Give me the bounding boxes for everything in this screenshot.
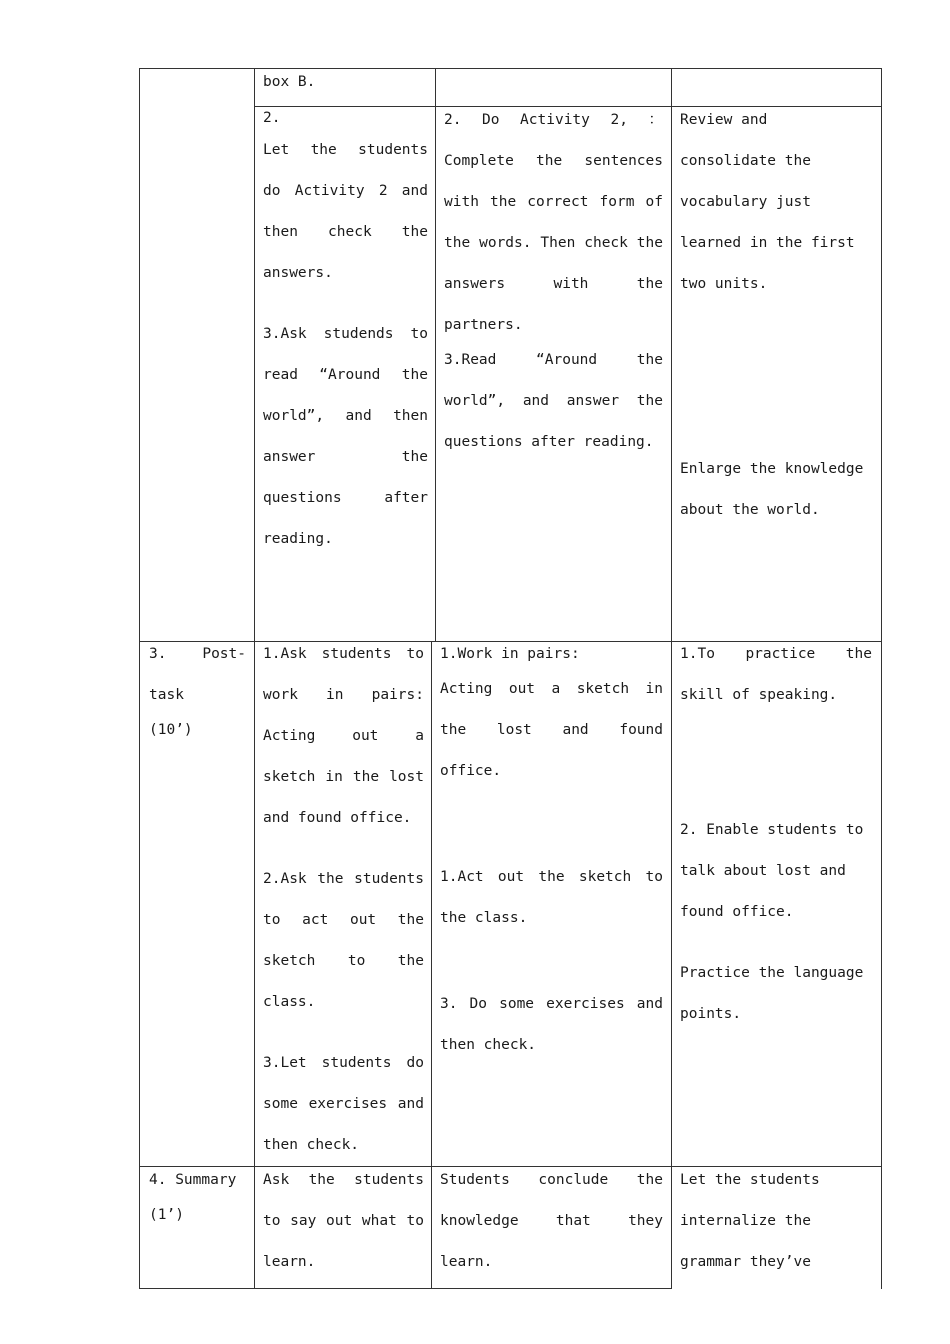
cell-cont-teacher [263,62,428,103]
purpose-speaking: 1.To practice the skill of speaking. [680,646,872,703]
teacher-step-1: 1.Ask students to work in pairs: Acting out a sketch in the lost and found office. [263,646,424,826]
cell-summary-procedure [149,1160,246,1236]
cell-act2-purpose [680,100,872,531]
students-step-2: 1.Act out the sketch to the class. [440,869,663,926]
procedure-time: (10’) [149,722,193,738]
teacher-step-2: Let the students do Activity 2 and then check the answers. [263,142,428,281]
teacher-summary: Ask the students to say out what to learn. [263,1172,424,1270]
procedure-title: 4. Summary [149,1172,237,1188]
col-divider-left [139,68,140,1289]
cell-post-purpose [680,634,872,1035]
col-divider-2-lower [431,641,432,1289]
purpose-practice: Practice the language points. [680,965,864,1022]
cell-act2-teacher [263,100,428,560]
students-step-1-body: Acting out a sketch in the lost and found office. [440,681,663,779]
col-divider-2-upper [435,68,436,642]
row-divider-bottom [139,1288,671,1289]
teacher-step-3: 3.Let students do some exercises and then check. [263,1055,424,1153]
teacher-text: box B. [263,74,316,90]
students-step-2: 2. Do Activity 2, ：Complete the sentences with the correct form of the words. Then check the answers with the partners. [444,112,663,333]
purpose-summary: Let the students internalize the grammar they’ve [680,1172,820,1270]
teacher-step-number: 2. [263,110,281,126]
teacher-step-2: 2.Ask the students to act out the sketch to the class. [263,871,424,1010]
cell-post-teacher [263,634,424,1166]
row-divider-top [139,68,881,69]
col-divider-1 [254,68,255,1289]
purpose-review: Review and consolidate the vocabulary just learned in the first two units. [680,112,855,292]
cell-post-procedure [149,634,246,751]
students-step-3: 3.Read “Around the world”, and answer the questions after reading. [444,352,663,450]
cell-act2-students [444,100,663,463]
cell-summary-teacher [263,1160,424,1283]
purpose-enable: 2. Enable students to talk about lost and found office. [680,822,864,920]
students-summary: Students conclude the knowledge that they learn. [440,1172,663,1270]
cell-summary-purpose [680,1160,830,1283]
procedure-time: (1’) [149,1207,184,1223]
teacher-step-3: 3.Ask studends to read “Around the world”, and then answer the questions after reading. [263,326,428,547]
cell-post-students [440,634,663,1066]
purpose-enlarge: Enlarge the knowledge about the world. [680,461,864,518]
students-step-1-title: 1.Work in pairs: [440,646,580,662]
cell-summary-students [440,1160,663,1283]
students-step-3: 3. Do some exercises and then check. [440,996,663,1053]
col-divider-right [881,68,882,1289]
col-divider-3 [671,68,672,1289]
procedure-title: 3. Post-task [149,646,246,703]
